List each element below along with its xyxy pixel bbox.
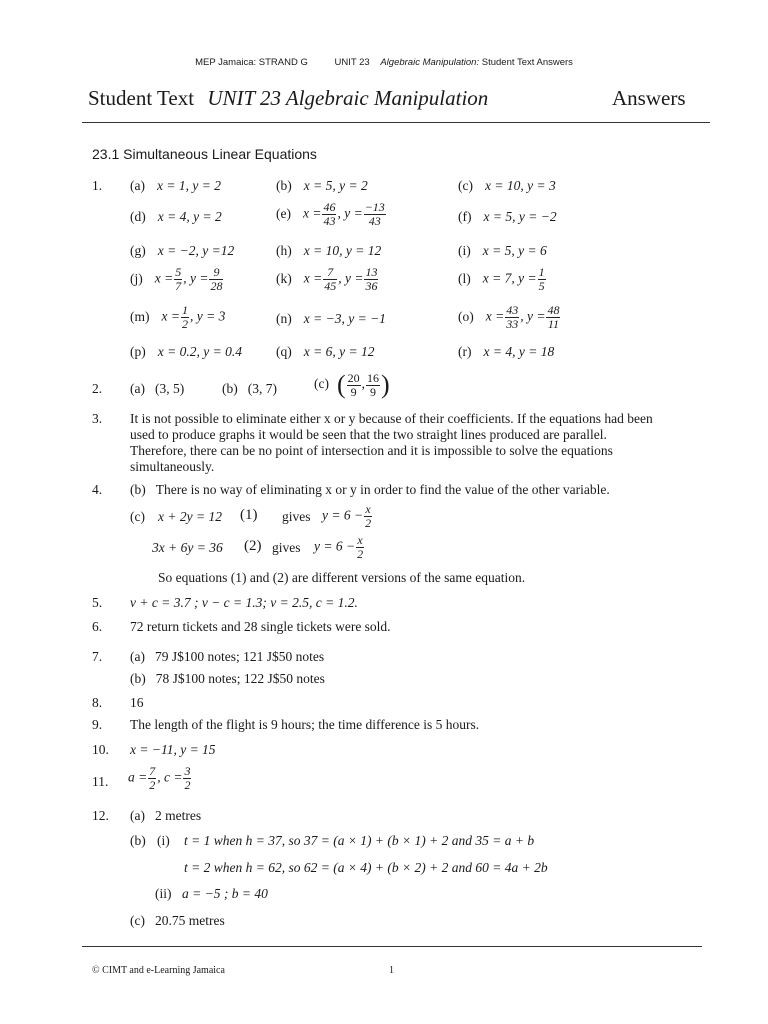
q1-number: 1.: [92, 178, 103, 193]
q4b: (b) There is no way of eliminating x or y in order to find the value of the other variable.: [130, 482, 610, 497]
q10-text: x = −11, y = 15: [130, 742, 216, 757]
q4-gives-1: gives: [282, 509, 311, 524]
q3-number: 3.: [92, 411, 103, 426]
q1h: (h) x = 10, y = 12: [276, 243, 382, 258]
fraction: $\frac{48}{11}$: [547, 303, 560, 331]
q12bi-label: (i): [157, 833, 170, 848]
q3-text: [130, 411, 653, 475]
header-unit-title: Algebraic Manipulation:: [380, 57, 480, 68]
q4-gives-2: gives: [272, 540, 301, 555]
header-answers: Student Text Answers: [481, 57, 573, 68]
header-strand: MEP Jamaica: STRAND G: [195, 57, 308, 68]
q4-eq1-tag: (1): [240, 507, 258, 523]
fraction: $\frac{13}{36}$: [365, 265, 378, 293]
footer-copyright: © CIMT and e-Learning Jamaica: [92, 965, 225, 976]
fraction: $\frac{5}{7}$: [175, 265, 182, 293]
fraction: $\frac{16}{9}$: [367, 370, 380, 399]
q4-result-1: y = 6 − $\frac{x}{2}$: [322, 502, 372, 530]
q1e: (e) x = $\frac{46}{43}$ , y = $\frac{-13}{43}$: [276, 200, 385, 228]
q4-eq1: x + 2y = 12: [158, 509, 222, 524]
fraction: $\frac{9}{28}$: [210, 265, 223, 293]
q1o: (o) x = $\frac{43}{33}$ , y = $\frac{48}{11}$: [458, 303, 560, 331]
q12bii-text: a = −5 ; b = 40: [182, 886, 268, 901]
q1j: (j) x = $\frac{5}{7}$ , y = $\frac{9}{28}$: [130, 265, 223, 293]
title-unit: UNIT 23 Algebraic Manipulation: [207, 86, 489, 110]
fraction: $\frac{1}{2}$: [181, 303, 188, 331]
title-answers: Answers: [612, 86, 686, 110]
q10-number: 10.: [92, 742, 109, 757]
q12a: (a) 2 metres: [130, 808, 202, 823]
q12c: (c) 20.75 metres: [130, 913, 225, 928]
q1c: (c) x = 10, y = 3: [458, 178, 556, 193]
q1i: (i) x = 5, y = 6: [458, 243, 547, 258]
q2-number: 2.: [92, 381, 103, 396]
fraction: $\frac{-13}{43}$: [364, 200, 385, 228]
q3-line: simultaneously.: [130, 459, 215, 474]
q8-text: 16: [130, 695, 144, 710]
fraction: $\frac{1}{5}$: [538, 265, 545, 293]
q1n: (n) x = −3, y = −1: [276, 311, 386, 326]
q9-text: The length of the flight is 9 hours; the time difference is 5 hours.: [130, 717, 480, 732]
q4-result-2: y = 6 − $\frac{x}{2}$: [314, 533, 364, 561]
q12bii-label: (ii): [155, 886, 172, 901]
q1f: (f) x = 5, y = −2: [458, 209, 557, 224]
q7-number: 7.: [92, 649, 103, 664]
q4-number: 4.: [92, 482, 103, 497]
running-header: [0, 57, 768, 68]
q3-line: Therefore, there can be no point of intersection and it is impossible to solve the equations: [130, 443, 613, 458]
q4-eq2-tag: (2): [244, 538, 262, 554]
title-prefix: Student Text: [88, 86, 195, 110]
q7b: (b) 78 J$100 notes; 122 J$50 notes: [130, 671, 325, 686]
q1l: (l) x = 7, y = $\frac{1}{5}$: [458, 265, 545, 293]
page-title: [88, 86, 488, 111]
q1a: (a) x = 1, y = 2: [130, 178, 221, 193]
q12bi-line2: t = 2 when h = 62, so 62 = (a × 4) + (b × 2) + 2 and 60 = 4a + 2b: [184, 860, 548, 875]
q6-number: 6.: [92, 619, 103, 634]
q1q: (q) x = 6, y = 12: [276, 344, 375, 359]
q8-number: 8.: [92, 695, 103, 710]
q9-number: 9.: [92, 717, 103, 732]
page-number: 1: [389, 965, 394, 976]
fraction: $\frac{20}{9}$: [347, 370, 360, 399]
fraction: $\frac{7}{45}$: [324, 265, 337, 293]
q1b: (b) x = 5, y = 2: [276, 178, 368, 193]
q1r: (r) x = 4, y = 18: [458, 344, 555, 359]
q1m: (m) x = $\frac{1}{2}$ , y = 3: [130, 303, 226, 331]
fraction: $\frac{x}{2}$: [357, 533, 364, 561]
q12b-label: (b): [130, 833, 146, 848]
q3-line: used to produce graphs it would be seen that the two straight lines produced are parallel.: [130, 427, 607, 442]
q1k: (k) x = $\frac{7}{45}$ , y = $\frac{13}{36}$: [276, 265, 378, 293]
footer-rule: [82, 946, 702, 947]
q4c-label: (c): [130, 509, 145, 524]
header-rule: [82, 122, 710, 123]
q11-text: a = $\frac{7}{2}$ , c = $\frac{3}{2}$: [128, 764, 191, 792]
q2b: (b) (3, 7): [222, 381, 277, 396]
q12-number: 12.: [92, 808, 109, 823]
fraction: $\frac{7}{2}$: [149, 764, 156, 792]
q1g: (g) x = −2, y =12: [130, 243, 235, 258]
q1d: (d) x = 4, y = 2: [130, 209, 222, 224]
q5-text: v + c = 3.7 ; v − c = 1.3; v = 2.5, c = 1.2.: [130, 595, 358, 610]
fraction: $\frac{46}{43}$: [323, 200, 336, 228]
q5-number: 5.: [92, 595, 103, 610]
q4-conclusion: So equations (1) and (2) are different versions of the same equation.: [158, 570, 526, 585]
q4-eq2: 3x + 6y = 36: [152, 540, 223, 555]
fraction: $\frac{43}{33}$: [506, 303, 519, 331]
fraction: $\frac{3}{2}$: [184, 764, 191, 792]
q7a: (a) 79 J$100 notes; 121 J$50 notes: [130, 649, 325, 664]
q2a: (a) (3, 5): [130, 381, 185, 396]
q6-text: 72 return tickets and 28 single tickets were sold.: [130, 619, 391, 634]
q2c: (c) ( $\frac{20}{9}$ , $\frac{16}{9}$ ): [314, 370, 390, 399]
section-title: 23.1 Simultaneous Linear Equations: [92, 146, 317, 162]
header-unit: UNIT 23: [334, 57, 370, 68]
q12bi-line1: t = 1 when h = 37, so 37 = (a × 1) + (b × 1) + 2 and 35 = a + b: [184, 833, 535, 848]
q1p: (p) x = 0.2, y = 0.4: [130, 344, 242, 359]
fraction: $\frac{x}{2}$: [365, 502, 372, 530]
q3-line: It is not possible to eliminate either x or y because of their coefficients. If the equations had been: [130, 411, 653, 426]
q11-number: 11.: [92, 774, 109, 789]
